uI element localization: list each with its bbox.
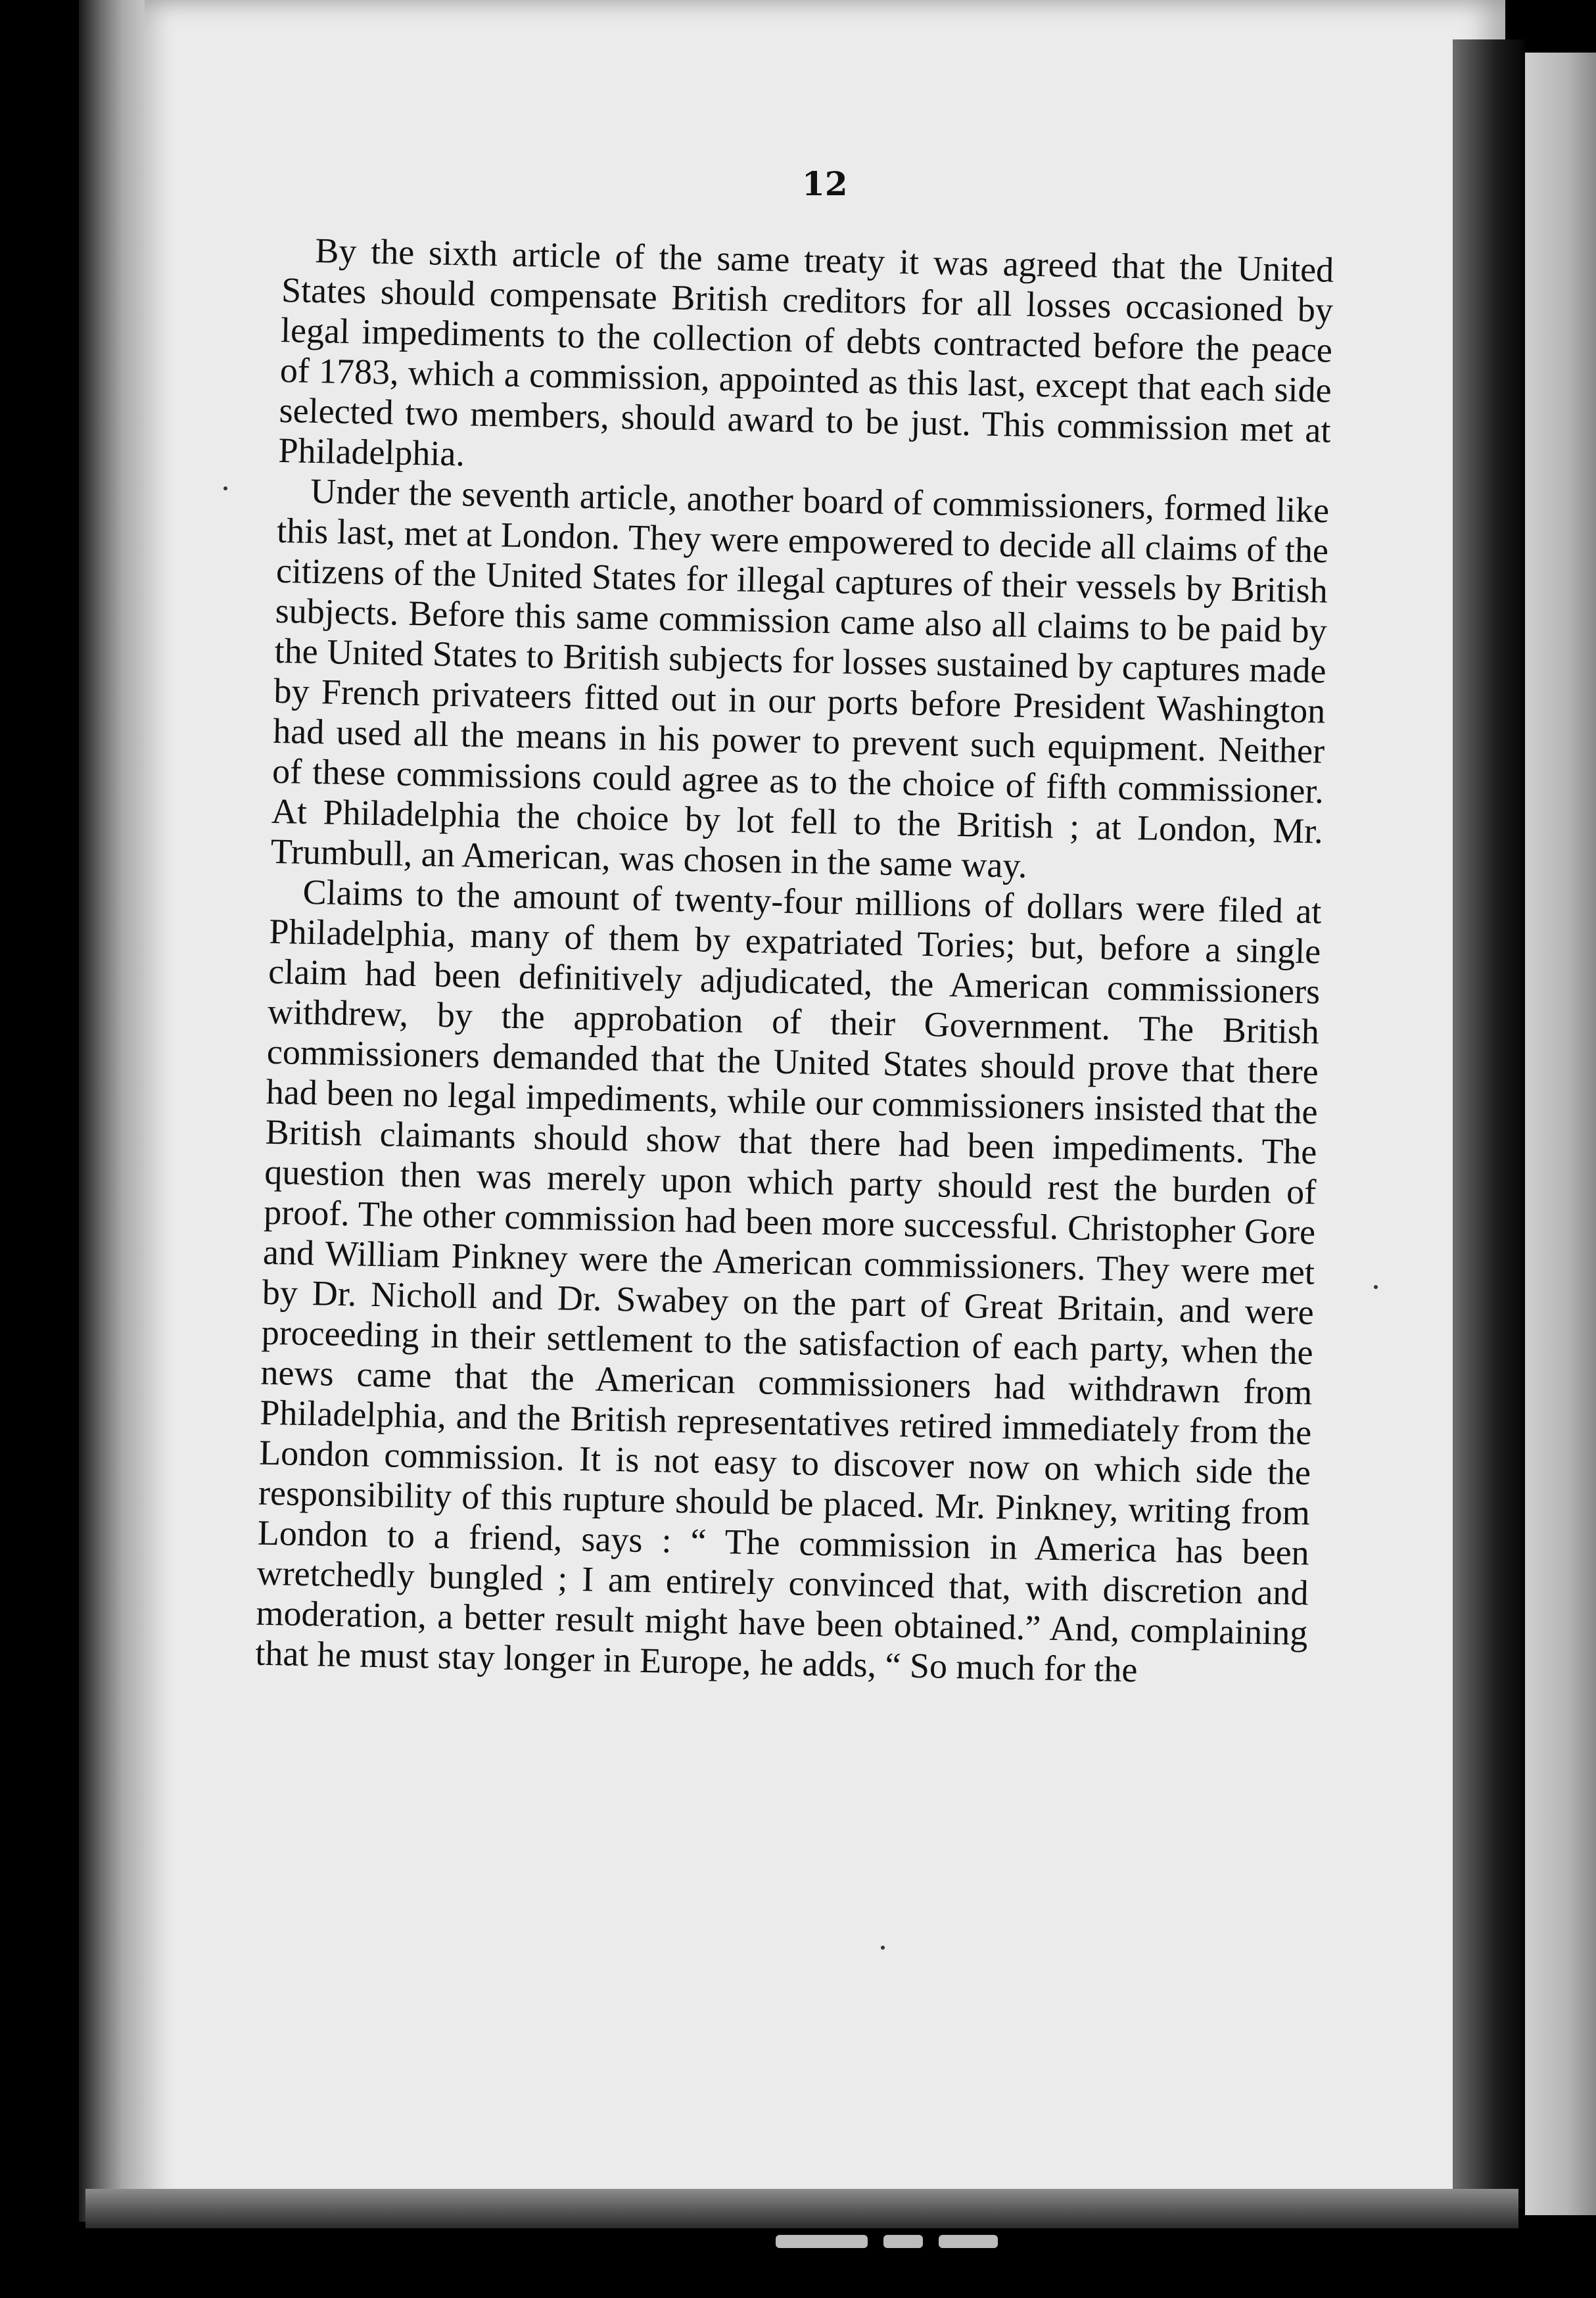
body-text [255,230,1334,1693]
binding-marks [776,2235,1052,2252]
paragraph: Under the seventh article, another board of commissioners, formed like this last, met at London. They were empowered to decide all claims of the citizens of the United States for illegal captures of their vessels by British subjects. Before this same commission came also all claims to be paid by the United States to British subjects for losses sustained by captures made by French privateers fitted out in our ports before President Washington had used all the means in his power to prevent such equipment. Neither of these commissions could agree as to the choice of fifth commissioner. At Philadelphia the choice by lot fell to the British ; at London, Mr. Trumbull, an American, was chosen in the same way. [270,471,1330,885]
ink-speck [1374,1285,1378,1289]
paragraph: Claims to the amount of twenty-four millions of dollars were filed at Philadelphia, many of them by expatriated Tories; but, before a single claim had been definitively adjudicated, the American commissioners withdrew, by the approbation of their Government. The British commissioners demanded that the United States should prove that there had been no legal impediments, while our commissioners insisted that the British claimants should show that there had been impediments. The question then was merely upon which party should rest the burden of proof. The other commission had been more successful. Christopher Gore and William Pinkney were the American commissioners. They were met by Dr. Nicholl and Dr. Swabey on the part of Great Britain, and were proceeding in their settlement to the satisfaction of each party, when the news came that the American commissioners had withdrawn from Philadelphia, and the British representatives retired immediately from the London commission. It is not easy to discover now on which side the responsibility of this rupture should be placed. Mr. Pinkney, writing from London to a friend, says : “ The commission in America has been wretchedly bungled ; I am entirely convinced that, with discretion and moderation, a better result might have been obtained.” And, complaining that he must stay longer in Europe, he adds, “ So much for the [254,872,1322,1690]
page-number: 12 [802,164,848,203]
ink-speck [881,1946,885,1950]
book-spine-edge [79,0,151,2222]
page-bottom-shadow [85,2189,1518,2228]
page-gutter-shadow [1453,39,1525,2209]
ink-speck [223,486,227,490]
paragraph: By the sixth article of the same treaty it was agreed that the United States should compensate British creditors for all losses occasioned by legal impediments to the collection of debts contracted before the peace of 1783, which a commission, appointed as this last, except that each side selected two members, should award to be just. This commission met at Philadelphia. [277,230,1334,474]
adjacent-page-edge [1525,53,1596,2215]
